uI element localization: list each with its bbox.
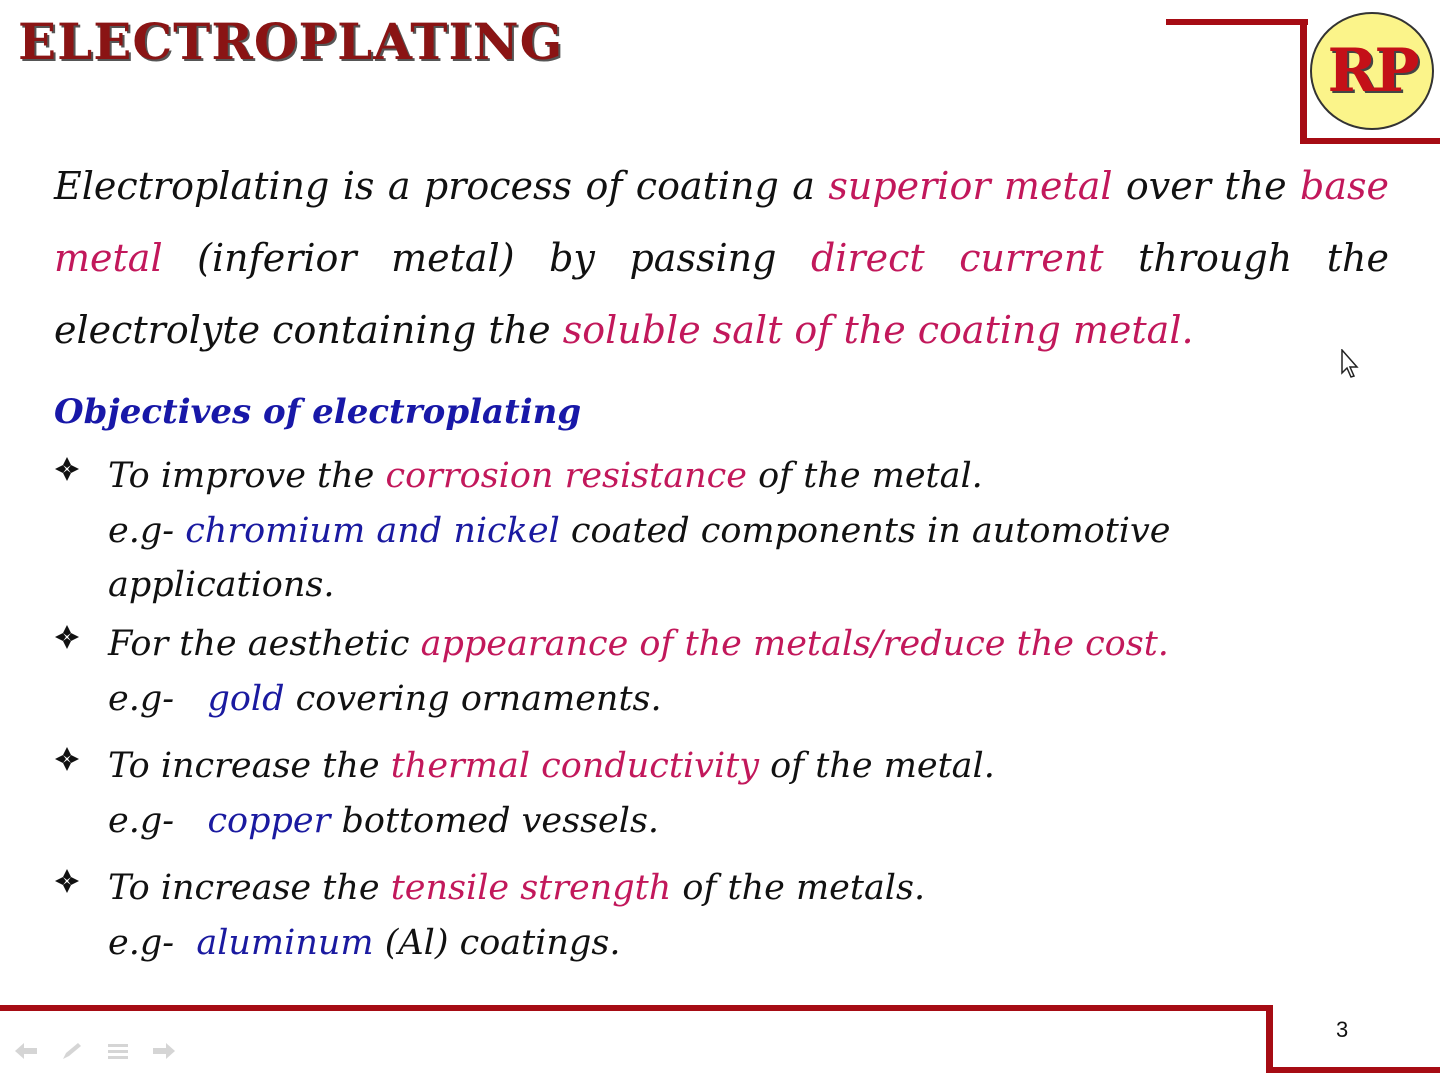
objective-post: of the metal. bbox=[746, 456, 983, 496]
mouse-cursor-icon bbox=[1340, 349, 1360, 379]
example-post: coated components in automotive applications. bbox=[108, 511, 1171, 605]
nav-pen-icon bbox=[60, 1041, 84, 1061]
bullet-diamond-icon bbox=[54, 456, 80, 482]
example-prefix: e.g- bbox=[108, 679, 208, 719]
logo-text: RP bbox=[1327, 36, 1417, 106]
example-text bbox=[108, 916, 1354, 970]
intro-text-1: Electroplating is a process of coating a bbox=[54, 164, 829, 208]
intro-highlight-base-metal: base metal bbox=[54, 164, 1389, 280]
example-prefix: e.g- bbox=[108, 801, 208, 841]
example-post: (Al) coatings. bbox=[373, 923, 621, 963]
objective-text bbox=[108, 616, 1354, 672]
objectives-list bbox=[54, 448, 1354, 970]
objective-highlight: tensile strength bbox=[390, 868, 672, 908]
rp-logo bbox=[1310, 12, 1434, 130]
objective-post: of the metals. bbox=[671, 868, 926, 908]
objective-post: of the metal. bbox=[758, 746, 995, 786]
nav-menu-button[interactable] bbox=[104, 1040, 132, 1062]
objective-item bbox=[54, 738, 1354, 860]
objective-pre: For the aesthetic bbox=[108, 624, 421, 664]
example-prefix: e.g- bbox=[108, 511, 186, 551]
intro-text-2: over the bbox=[1112, 164, 1300, 208]
objective-pre: To increase the bbox=[108, 746, 391, 786]
frame-line-bottom-vertical bbox=[1266, 1005, 1273, 1073]
slide-title: ELECTROPLATING bbox=[18, 12, 564, 71]
objectives-heading: Objectives of electroplating bbox=[54, 392, 582, 432]
frame-line-top-right bbox=[1300, 138, 1440, 144]
intro-text-3: (inferior metal) by passing bbox=[162, 236, 811, 280]
example-highlight: aluminum bbox=[196, 923, 374, 963]
objective-pre: To improve the bbox=[108, 456, 386, 496]
example-text bbox=[108, 794, 1354, 848]
intro-text-4: through the electrolyte containing the bbox=[54, 236, 1389, 352]
frame-line-bottom bbox=[0, 1005, 1272, 1011]
objective-highlight: corrosion resistance bbox=[385, 456, 747, 496]
objective-text bbox=[108, 860, 1354, 916]
objective-item bbox=[54, 616, 1354, 738]
objective-item bbox=[54, 448, 1354, 616]
intro-paragraph bbox=[54, 150, 1389, 366]
objective-text bbox=[108, 738, 1354, 794]
nav-forward-icon bbox=[151, 1041, 177, 1061]
objective-pre: To increase the bbox=[108, 868, 391, 908]
intro-highlight-superior-metal: superior metal bbox=[828, 164, 1113, 208]
example-highlight: copper bbox=[207, 801, 331, 841]
nav-menu-icon bbox=[106, 1041, 130, 1061]
objective-highlight: appearance of the metals/reduce the cost. bbox=[420, 624, 1169, 664]
example-text bbox=[108, 504, 1354, 612]
frame-line-bottom-right bbox=[1266, 1067, 1440, 1073]
frame-line-top-vertical bbox=[1300, 19, 1307, 144]
intro-highlight-soluble-salt: soluble salt of the coating metal. bbox=[562, 308, 1194, 352]
objective-item bbox=[54, 860, 1354, 970]
page-number: 3 bbox=[1336, 1017, 1349, 1042]
example-highlight: gold bbox=[207, 679, 285, 719]
nav-back-icon bbox=[13, 1041, 39, 1061]
frame-line-top bbox=[1166, 19, 1308, 25]
intro-highlight-direct-current: direct current bbox=[810, 236, 1104, 280]
example-post: covering ornaments. bbox=[284, 679, 662, 719]
bullet-diamond-icon bbox=[54, 868, 80, 894]
bullet-diamond-icon bbox=[54, 746, 80, 772]
slideshow-nav bbox=[12, 1040, 178, 1062]
nav-forward-button[interactable] bbox=[150, 1040, 178, 1062]
example-highlight: chromium and nickel bbox=[185, 511, 560, 551]
example-text bbox=[108, 672, 1354, 726]
example-prefix: e.g- bbox=[108, 923, 197, 963]
nav-pen-button[interactable] bbox=[58, 1040, 86, 1062]
objective-highlight: thermal conductivity bbox=[390, 746, 759, 786]
objective-text bbox=[108, 448, 1354, 504]
nav-back-button[interactable] bbox=[12, 1040, 40, 1062]
bullet-diamond-icon bbox=[54, 624, 80, 650]
example-post: bottomed vessels. bbox=[330, 801, 660, 841]
